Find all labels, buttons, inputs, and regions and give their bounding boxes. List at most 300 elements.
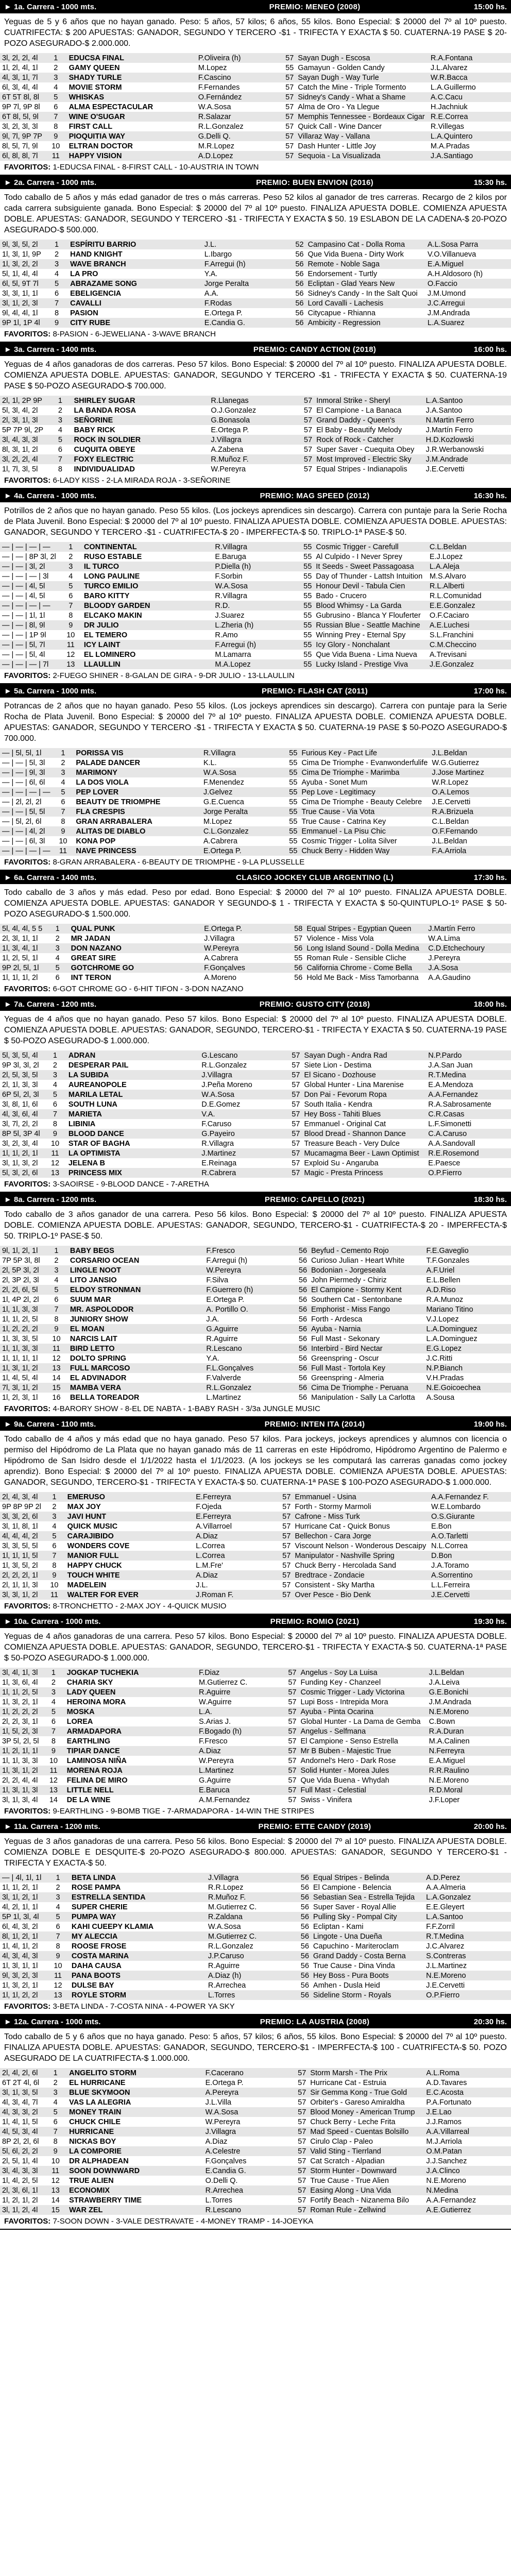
weight: 57	[282, 2185, 308, 2195]
trainer-name: N.P.Bianch	[424, 1363, 511, 1373]
horse-name: ROCK IN SOLDIER	[72, 435, 209, 445]
trainer-name: J.Pereyra	[428, 954, 461, 962]
jockey-name: W.A.Sosa	[199, 1090, 276, 1099]
table-row	[0, 1492, 511, 1502]
pedigree: Quick Call - Wine Dancer	[298, 122, 382, 131]
table-row	[0, 1697, 511, 1707]
jockey-name: L.Ibargo	[204, 250, 232, 259]
jockey-name: G.Aguirre	[204, 1324, 283, 1334]
recent-form: 6T 2T 4l, 6l	[2, 2078, 40, 2087]
bullet-icon: ►	[4, 178, 14, 187]
recent-form: 9l, 3l, 2l, 3l	[0, 1971, 46, 1980]
horse-name: EL TEMERO	[83, 631, 128, 639]
pedigree: Ayuba - Narnia	[309, 1324, 424, 1334]
table-row	[0, 1060, 511, 1070]
trainer-name: A.C.Cacu	[429, 92, 511, 102]
trainer-name: C.Bown	[429, 1717, 455, 1726]
jockey-name: F.Arregui (h)	[213, 640, 288, 650]
jockey-name: F.Fernandes	[198, 83, 240, 92]
weight: 57	[288, 1756, 297, 1765]
trainer-name: E.Bon	[431, 1522, 452, 1531]
post-number: 13	[46, 1990, 70, 2000]
table-row	[0, 318, 511, 328]
jockey-name: A.Celestre	[203, 2146, 282, 2156]
table-row	[0, 748, 511, 758]
recent-form: 1l, 1l, 1l, 2l	[2, 973, 38, 982]
entries-table	[0, 2068, 511, 2215]
horse-name: DOLTO SPRING	[70, 1354, 126, 1363]
pedigree: John Piermedy - Chiriz	[311, 1276, 387, 1284]
horse-name: CORSARIO OCEAN	[70, 1256, 140, 1265]
weight: 56	[298, 1295, 308, 1304]
weight: 57	[292, 1159, 300, 1167]
jockey-name: J.P.Caruso	[206, 1951, 285, 1961]
recent-form: 3l, 1l, 3l, 5l	[0, 2088, 44, 2097]
recent-form: 9P 7l, 9P 8l	[2, 103, 40, 111]
recent-form: 3l, 2l, 3l, 3l	[2, 122, 38, 131]
trainer-name: J.L.Beldan	[432, 837, 467, 845]
horse-name: SHADY TURLE	[67, 73, 196, 82]
post-number: 1	[42, 1668, 64, 1677]
recent-form: 1l, 4l, 5l, 4l	[2, 1374, 38, 1382]
horse-name: ARMADAPORA	[65, 1726, 197, 1736]
horse-name: AUREANOPOLE	[68, 1080, 127, 1089]
recent-form: 1l, 1l, 2l, 5l	[0, 1687, 42, 1697]
jockey-name: R.Lescano	[203, 2205, 282, 2215]
weight: 57	[298, 2078, 306, 2087]
post-number: 8	[56, 1942, 60, 1951]
pedigree: Most Improved - Electric Sky	[314, 454, 424, 464]
jockey-name: R.L.Gonzalez	[208, 1942, 253, 1951]
jockey-name: M.R.Lopez	[198, 142, 234, 150]
entries-table	[0, 1492, 511, 1600]
pedigree: Hey Boss - Tahiti Blues	[302, 1109, 426, 1119]
pedigree: Forth - Ardesca	[311, 1315, 363, 1324]
jockey-name: F.Sorbin	[215, 572, 243, 581]
post-number: 2	[52, 1502, 57, 1511]
jockey-name: R.R.Lopez	[208, 1883, 244, 1892]
pedigree: Hurricane Cat - Quick Bonus	[295, 1522, 390, 1531]
favorites-text: 8-PASION - 6-JEWELIANA - 3-WAVE BRANCH	[53, 330, 216, 338]
race-conditions: Potrancas de 2 años que no hayan ganado. Peso 55 kilos. (Los jockeys aprendices sin descargo). Carrera con puntaje para la Serie Rocha de Plata Juvenil. Bono Especial: $ 20000 del 7º al 10º puesto. FINALIZA APUESTA DOBLE. COMIENZA APUESTA DOBLE. APUESTAS: GANADOR, SEGUNDO Y TERCERO -$1 - TRIFECTA Y EXACTA $ 50. CUATERNA-19 PASE $ 50-POZO ASEGURADO-$ 700.000.	[4, 702, 507, 743]
recent-form: 2l, 1l, 2P 9P	[0, 396, 48, 405]
table-row	[0, 1353, 511, 1363]
horse-name: WONDERS COVE	[67, 1541, 130, 1550]
trainer-name: R.E.Correa	[429, 112, 511, 122]
pedigree: Violence - Miss Vola	[306, 934, 374, 943]
table-row	[0, 1541, 511, 1551]
jockey-name: F.Guerrero (h)	[204, 1285, 283, 1295]
pedigree: Cosmic Trigger - Carefull	[314, 542, 428, 552]
horse-name: EARTHLING	[66, 1737, 111, 1745]
trainer-name: V.O.Villanueva	[427, 250, 476, 259]
trainer-name: C.L.Beldan	[432, 817, 469, 826]
horse-name: DR ALPHADEAN	[69, 2157, 129, 2165]
race-section	[0, 176, 511, 343]
trainer-name: C.M.Checcino	[428, 640, 511, 650]
favorites-label: FAVORITOS:	[4, 1404, 51, 1413]
jockey-name: J.Villagra	[209, 435, 287, 445]
horse-name: ROSE PAMPA	[71, 1883, 121, 1892]
recent-form: 6P 5l, 2l, 3l	[0, 1090, 44, 1099]
horse-name: LA PRO	[70, 269, 98, 278]
trainer-name: A.L.Sosa Parra	[425, 240, 511, 249]
recent-form: 3l, 7l, 2l, 2l	[2, 1120, 38, 1128]
favorites-label: FAVORITOS:	[4, 476, 51, 485]
weight: 57	[298, 2196, 306, 2205]
table-row	[0, 2127, 511, 2137]
race-prize: PREMIO: ETTE CANDY (2019)	[258, 1822, 371, 1831]
race-header	[0, 0, 511, 13]
jockey-name: L.Martinez	[197, 1766, 273, 1775]
table-row	[0, 53, 511, 63]
horse-name: MY ALECCIA	[70, 1931, 206, 1941]
post-number: 11	[44, 2166, 67, 2176]
pedigree: Capuchino - Mariteroclam	[313, 1942, 399, 1951]
post-number: 6	[69, 591, 73, 600]
horse-name: LITTLE NELL	[65, 1785, 197, 1795]
weight: 57	[273, 1766, 299, 1775]
pedigree: Angelus - Selfmana	[298, 1726, 427, 1736]
race-prize: PREMIO: MENEO (2008)	[269, 2, 361, 11]
post-number: 12	[51, 2176, 60, 2185]
post-number: 5	[42, 1707, 64, 1717]
jockey-name: F.Cacerano	[203, 2068, 282, 2078]
jockey-name: R.Salazar	[196, 112, 271, 122]
jockey-name: F.Silva	[206, 1276, 229, 1284]
weight: 57	[288, 396, 314, 405]
pedigree: Sidney's Candy - What a Shame	[296, 92, 429, 102]
pedigree: Dash Hunter - Little Joy	[298, 142, 376, 150]
horse-name: NARCIS LAIT	[70, 1334, 117, 1343]
jockey-name: A.Pereyra	[203, 2088, 282, 2097]
trainer-name: L.A.Aleja	[428, 562, 511, 571]
weight: 55	[303, 591, 312, 600]
trainer-name: J.R.Werbanowski	[425, 445, 484, 454]
jockey-name: E.Ortega P.	[202, 924, 279, 934]
jockey-name: M.Lopez	[203, 817, 232, 826]
table-row	[0, 924, 511, 934]
post-number: 4	[53, 2098, 58, 2107]
recent-form: 9l, 1l, 2l, 1l	[0, 1246, 45, 1256]
recent-form: 2l, 3l, 6l, 1l	[0, 2185, 44, 2195]
race-distance: 1000 mts.	[61, 178, 97, 187]
post-number: 9	[45, 131, 67, 141]
pedigree: Grand Daddy - Costa Berna	[311, 1951, 424, 1961]
trainer-name: L.A.Quintero	[429, 131, 511, 141]
horse-name: JAVI HUNT	[65, 1512, 194, 1521]
recent-form: 3l, 2l, 2l, 4l	[0, 53, 45, 63]
weight: 56	[283, 1246, 309, 1256]
favorites-line	[0, 1805, 511, 1820]
recent-form: 1l, 3l, 3l, 5l	[2, 1334, 38, 1343]
pedigree: Ecliptan - Kami	[313, 1922, 364, 1931]
table-row	[0, 2097, 511, 2107]
table-row	[0, 777, 511, 787]
pedigree: Gamayun - Golden Candy	[298, 63, 385, 72]
post-number: 6	[54, 103, 58, 111]
post-number: 2	[61, 758, 65, 767]
post-number: 9	[45, 1324, 68, 1334]
jockey-name: W.Aguirre	[199, 1698, 232, 1706]
race-prize: PREMIO: FLASH CAT (2011)	[261, 686, 368, 696]
pedigree: Manipulation - Sally La Carlotta	[311, 1393, 415, 1402]
recent-form: 2l, 2l, 2l, 1l	[0, 1570, 43, 1580]
table-row	[0, 151, 511, 161]
horse-name: FOXY ELECTRIC	[72, 454, 209, 464]
table-row	[0, 1295, 511, 1304]
pedigree: Magic - Presta Princess	[302, 1168, 426, 1178]
jockey-name: K.L.	[203, 758, 217, 767]
race-number: 12a. Carrera	[14, 2017, 59, 2026]
pedigree: Bodonian - Jorgeseala	[309, 1265, 424, 1275]
table-row	[0, 562, 511, 571]
pedigree: El Campione - Senso Estrella	[300, 1737, 398, 1745]
post-number: 13	[42, 1785, 64, 1795]
table-row	[0, 2137, 511, 2146]
pedigree: Cosmic Trigger - Lolita Silver	[301, 837, 397, 845]
horse-name: JELENA B	[68, 1159, 106, 1167]
recent-form: 5l, 6l, 2l, 2l	[0, 2146, 44, 2156]
weight: 55	[288, 562, 314, 571]
post-number: 11	[46, 1971, 70, 1980]
jockey-name: R.Muñoz F.	[206, 1892, 285, 1902]
jockey-name: V.A.	[199, 1109, 276, 1119]
trainer-name: R.L.Alberti	[428, 581, 511, 591]
jockey-name: J.Villagra	[204, 934, 235, 943]
table-row	[0, 308, 511, 318]
post-number: 10	[49, 1756, 58, 1765]
horse-name: PANA BOOTS	[70, 1971, 206, 1980]
table-row	[0, 2068, 511, 2078]
table-row	[0, 1099, 511, 1109]
pedigree: Blood Dread - Shannon Dance	[302, 1129, 426, 1139]
trainer-name: L.A.Santoo	[424, 1912, 511, 1922]
table-row	[0, 1256, 511, 1265]
race-number: 11a. Carrera	[14, 1822, 58, 1831]
jockey-name: A.Diaz	[197, 1746, 273, 1756]
jockey-name: G.Aguirre	[199, 1776, 231, 1785]
horse-name: LAMINOSA NIÑA	[66, 1756, 127, 1765]
table-row	[0, 943, 511, 953]
table-row	[0, 620, 511, 630]
horse-name: ELCAKO MAKIN	[83, 611, 142, 620]
pedigree: El Campione - Belencia	[313, 1883, 391, 1892]
pedigree: Swiss - Vinifera	[300, 1795, 352, 1804]
separator: -	[54, 2, 61, 11]
horse-name: KAHI CUEEPY KLAMIA	[71, 1922, 154, 1931]
pedigree: Cafrone - Miss Turk	[293, 1512, 429, 1521]
jockey-name: L.Martinez	[206, 1393, 242, 1402]
trainer-name: R.R.Raulino	[427, 1766, 511, 1775]
jockey-name: R.Villagra	[215, 591, 247, 600]
horse-name: EBELIGENCIA	[70, 289, 122, 298]
recent-form: 1l, 1l, 3l, 3l	[0, 1304, 45, 1314]
recent-form: 1l, 4P 2l, 2l	[2, 1295, 39, 1304]
post-number: 2	[56, 1883, 60, 1892]
table-row	[0, 1580, 511, 1590]
horse-name: PUMPA WAY	[70, 1912, 206, 1922]
weight: 56	[285, 1873, 311, 1883]
post-number: 9	[52, 826, 74, 836]
recent-form: — | — | — | —	[0, 542, 60, 552]
weight: 56	[298, 1393, 308, 1402]
recent-form: 4l, 2l, 1l, 1l	[2, 1903, 38, 1911]
table-row	[0, 2195, 511, 2205]
recent-form: — | — | 4l, 5l	[2, 591, 45, 600]
race-distance: 1200 mts.	[61, 999, 97, 1009]
race-time: 16:00 hs.	[473, 345, 507, 354]
pedigree: Viscount Nelson - Wonderous Descaipy	[295, 1541, 427, 1550]
race-time: 17:30 hs.	[473, 873, 507, 882]
trainer-name: R.Villegas	[430, 122, 464, 131]
table-row	[0, 1922, 511, 1931]
table-row	[0, 73, 511, 82]
table-row	[0, 1766, 511, 1775]
jockey-name: R.Villagra	[201, 748, 275, 758]
post-number: 6	[51, 1717, 56, 1726]
race-time: 16:30 hs.	[473, 491, 507, 500]
horse-name: INDIVIDUALIDAD	[74, 465, 135, 473]
race-number: 6a. Carrera	[14, 873, 55, 882]
horse-name: QUAL PUNK	[69, 924, 202, 934]
recent-form: 5P 7P 9l, 2P	[2, 426, 44, 434]
post-number: 10	[50, 1581, 59, 1589]
table-row	[0, 1883, 511, 1892]
trainer-name: W.A.Lima	[428, 934, 461, 943]
post-number: 8	[54, 122, 58, 131]
jockey-name: L.A.	[197, 1707, 273, 1717]
trainer-name: V.J.Lopez	[426, 1315, 459, 1324]
table-row	[0, 249, 511, 259]
post-number: 8	[52, 1561, 57, 1570]
favorites-line	[0, 474, 511, 489]
favorites-label: FAVORITOS:	[4, 671, 51, 680]
race-section	[0, 684, 511, 871]
horse-name: INT TERON	[71, 973, 111, 982]
table-row	[0, 1746, 511, 1756]
post-number: 3	[52, 768, 74, 777]
trainer-name: A.A.Fernandez F.	[429, 1492, 511, 1502]
recent-form: 3l, 3l, 2l, 6l	[0, 1512, 43, 1521]
post-number: 4	[55, 269, 59, 278]
post-number: 6	[53, 1100, 57, 1109]
weight: 57	[276, 1109, 302, 1119]
post-number: 15	[44, 2205, 67, 2215]
race-conditions: Yeguas de 4 años ganadoras de dos carreras. Peso 57 kilos. Bono Especial: $ 20000 del 7º al 10º puesto. FINALIZA APUESTA DOBLE. COMIENZA APUESTA DOBLE. APUESTAS: GANADOR, SEGUNDO Y TERCERO -$1 - TRIFECTA Y EXACTA $ 50. CUATERNA-19 PASE $ 50-POZO ASEGURADO-$ 700.000.	[4, 360, 507, 391]
weight: 56	[285, 1892, 311, 1902]
post-number: 10	[52, 142, 60, 150]
pedigree: Que Vida Buena - Whydah	[300, 1776, 389, 1785]
race-header	[0, 343, 511, 356]
race-conditions: Todo caballo de 3 años ganador de una carrera. Peso 56 kilos. Bono Especial: $ 20000 del 7º al 10º puesto. FINALIZA APUESTA DOBLE. COMIENZA APUESTA DOBLE. APUESTAS: GANADOR, SEGUNDO, TERCERO-$1 - CUATRIFECTA-$ 20 - IMPERFECTA-$ 50. TRIPLO-1º PASE-$ 50.	[4, 1210, 507, 1241]
horse-name: CARAJIBIDO	[65, 1531, 194, 1541]
recent-form: 3l, 4l, 1l, 3l	[0, 1668, 42, 1677]
recent-form: 4l, 3l, 4l, 3l	[0, 1951, 46, 1961]
trainer-name: J.Martín Ferro	[426, 924, 511, 934]
table-row	[0, 934, 511, 943]
table-row	[0, 542, 511, 552]
horse-name: WAR ZEL	[67, 2205, 203, 2215]
trainer-name: L.A.Dominguez	[426, 1334, 478, 1343]
table-row	[0, 1677, 511, 1687]
pedigree: Cima De Triomphe - Marimba	[299, 768, 430, 777]
trainer-name: A.L.Roma	[424, 2068, 511, 2078]
recent-form: — | 2l, 2l, 2l	[2, 798, 42, 806]
table-row	[0, 1363, 511, 1373]
weight: 56	[283, 1363, 309, 1373]
race-number: 3a. Carrera	[14, 345, 55, 354]
trainer-name: E.E.Gleyert	[426, 1903, 465, 1911]
post-number: 4	[58, 426, 62, 434]
trainer-name: J.L.Martinez	[426, 1961, 467, 1970]
recent-form: 6l, 4l, 3l, 2l	[2, 1922, 38, 1931]
trainer-name: C.L.Beldan	[428, 542, 511, 552]
trainer-name: J.J.Sanchez	[426, 2157, 467, 2165]
table-row	[0, 2146, 511, 2156]
jockey-name: A.Diaz	[205, 2137, 228, 2146]
recent-form: 1l, 3l, 5l, 2l	[2, 1561, 38, 1570]
weight: 57	[292, 1080, 300, 1089]
trainer-name: E.L.Bellen	[426, 1276, 461, 1284]
race-section	[0, 997, 511, 1193]
jockey-name: L.Torres	[205, 2196, 232, 2205]
jockey-name: J.Roman F.	[194, 1590, 268, 1600]
recent-form: 4l, 3l, 1l, 7l	[0, 73, 45, 82]
table-row	[0, 650, 511, 659]
horse-name: DULSE BAY	[71, 1981, 114, 1990]
weight: 55	[288, 659, 314, 669]
horse-name: PASION	[70, 309, 98, 317]
recent-form: 1l, 5l, 2l, 3l	[0, 1726, 42, 1736]
weight: 55	[303, 650, 312, 659]
post-number: 3	[42, 1687, 64, 1697]
jockey-name: O.Fernández	[196, 92, 271, 102]
trainer-name: S.L.Franchini	[429, 631, 474, 639]
table-row	[0, 1990, 511, 2000]
race-distance: 1000 mts.	[61, 491, 97, 500]
pedigree: Pep Love - Legitimacy	[299, 787, 430, 797]
trainer-name: J.C.Arregui	[425, 298, 511, 308]
horse-name: ANGELITO STORM	[67, 2068, 203, 2078]
post-number: 14	[51, 2196, 60, 2205]
jockey-name: E.Baruca	[197, 1785, 273, 1795]
weight: 56	[300, 1981, 309, 1990]
post-number: 12	[52, 1354, 61, 1363]
table-row	[0, 112, 511, 122]
weight: 57	[298, 2137, 306, 2146]
trainer-name: E.A.Mendoza	[428, 1080, 473, 1089]
race-distance: 1400 mts.	[61, 873, 97, 882]
post-number: 5	[45, 1285, 68, 1295]
horse-name: DR JULIO	[82, 620, 213, 630]
post-number: 7	[46, 1931, 70, 1941]
pedigree: Fortify Beach - Nizanema Bilo	[310, 2196, 410, 2205]
race-conditions: Todo caballo de 3 años y más edad. Peso por edad. Bono Especial: $ 20000 del 7º al 10º puesto. FINALIZA APUESTA DOBLE. COMIENZA APUESTA DOBLE. APUESTAS: GANADOR Y SEGUNDO-$ 1 - TRIFECTA Y EXACTA $ 50-QUINTUPLO-1º PASE $ 50-POZO ASEGURADO-$ 1.500.000.	[4, 888, 507, 919]
weight: 57	[288, 454, 314, 464]
recent-form: 5l, 4l, 4l, 5 5	[0, 924, 46, 934]
recent-form: — | — | 8P 3l, 2l	[2, 552, 56, 561]
table-row	[0, 1521, 511, 1531]
pedigree: Sayan Dugh - Way Turle	[296, 73, 429, 82]
favorites-line	[0, 669, 511, 684]
race-number-distance	[4, 3, 169, 11]
horse-name: IL TURCO	[82, 562, 213, 571]
weight: 57	[292, 1120, 300, 1128]
weight: 58	[279, 924, 304, 934]
race-section	[0, 1417, 511, 1615]
weight: 57	[271, 73, 296, 82]
